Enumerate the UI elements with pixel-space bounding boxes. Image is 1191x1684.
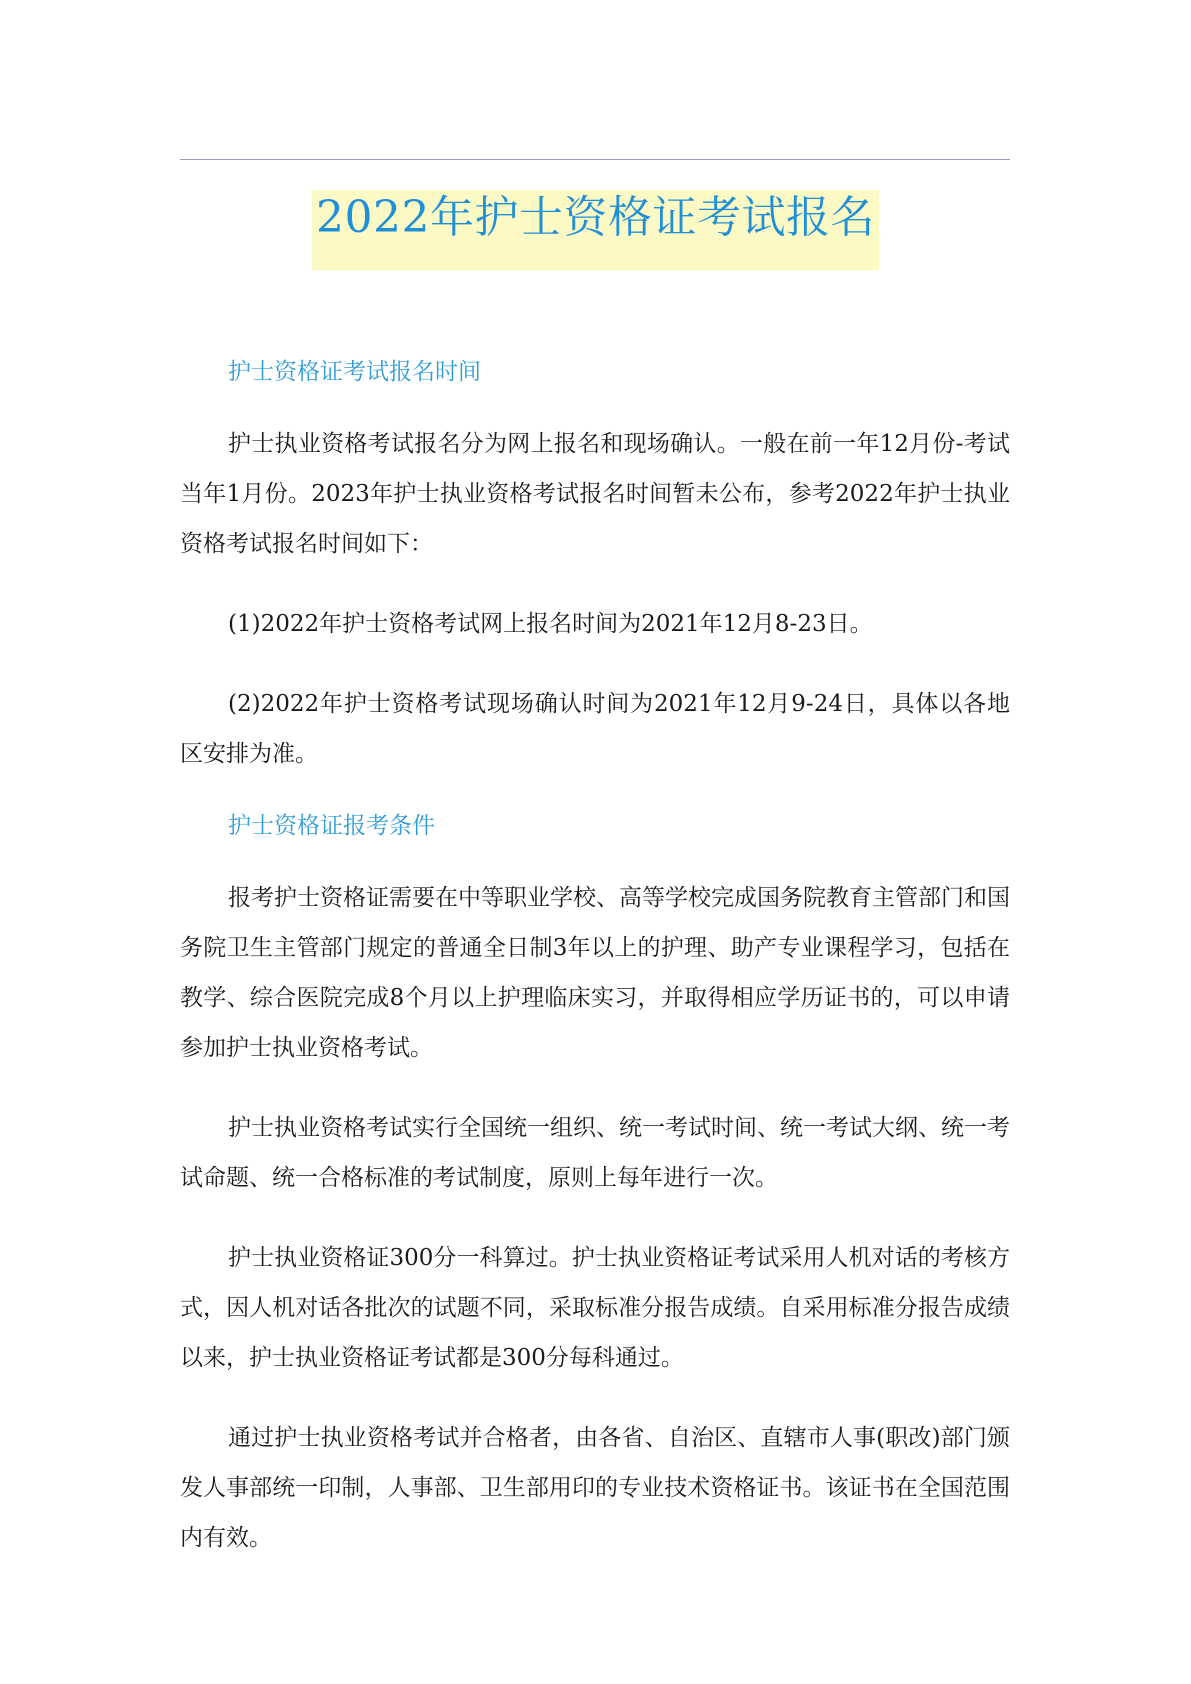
paragraph-certificate-issuance: 通过护士执业资格考试并合格者，由各省、自治区、直辖市人事(职改)部门颁发人事部统一印制，人事部、卫生部用印的专业技术资格证书。该证书在全国范围内有效。 (180, 1425, 1010, 1551)
paragraph-exam-system: 护士执业资格考试实行全国统一组织、统一考试时间、统一考试大纲、统一考试命题、统一合格标准的考试制度，原则上每年进行一次。 (180, 1115, 1010, 1191)
section-heading-eligibility: 护士资格证报考条件 (228, 813, 435, 839)
paragraph-eligibility-requirements: 报考护士资格证需要在中等职业学校、高等学校完成国务院教育主管部门和国务院卫生主管部门规定的普通全日制3年以上的护理、助产专业课程学习，包括在教学、综合医院完成8个月以上护理临床实习，并取得相应学历证书的，可以申请参加护士执业资格考试。 (180, 885, 1010, 1061)
document-title: 2022年护士资格证考试报名 (312, 190, 879, 270)
document-body (180, 355, 1010, 1593)
paragraph-registration-overview: 护士执业资格考试报名分为网上报名和现场确认。一般在前一年12月份-考试当年1月份。2023年护士执业资格考试报名时间暂未公布，参考2022年护士执业资格考试报名时间如下： (180, 431, 1010, 557)
section-heading-registration-time: 护士资格证考试报名时间 (228, 359, 481, 385)
paragraph-onsite-confirmation: (2)2022年护士资格考试现场确认时间为2021年12月9-24日，具体以各地区安排为准。 (180, 691, 1010, 767)
title-container (0, 190, 1191, 270)
paragraph-online-registration: (1)2022年护士资格考试网上报名时间为2021年12月8-23日。 (228, 611, 873, 637)
paragraph-passing-score: 护士执业资格证300分一科算过。护士执业资格证考试采用人机对话的考核方式，因人机对话各批次的试题不同，采取标准分报告成绩。自采用标准分报告成绩以来，护士执业资格证考试都是300分每科通过。 (180, 1245, 1010, 1371)
header-rule (180, 159, 1010, 160)
